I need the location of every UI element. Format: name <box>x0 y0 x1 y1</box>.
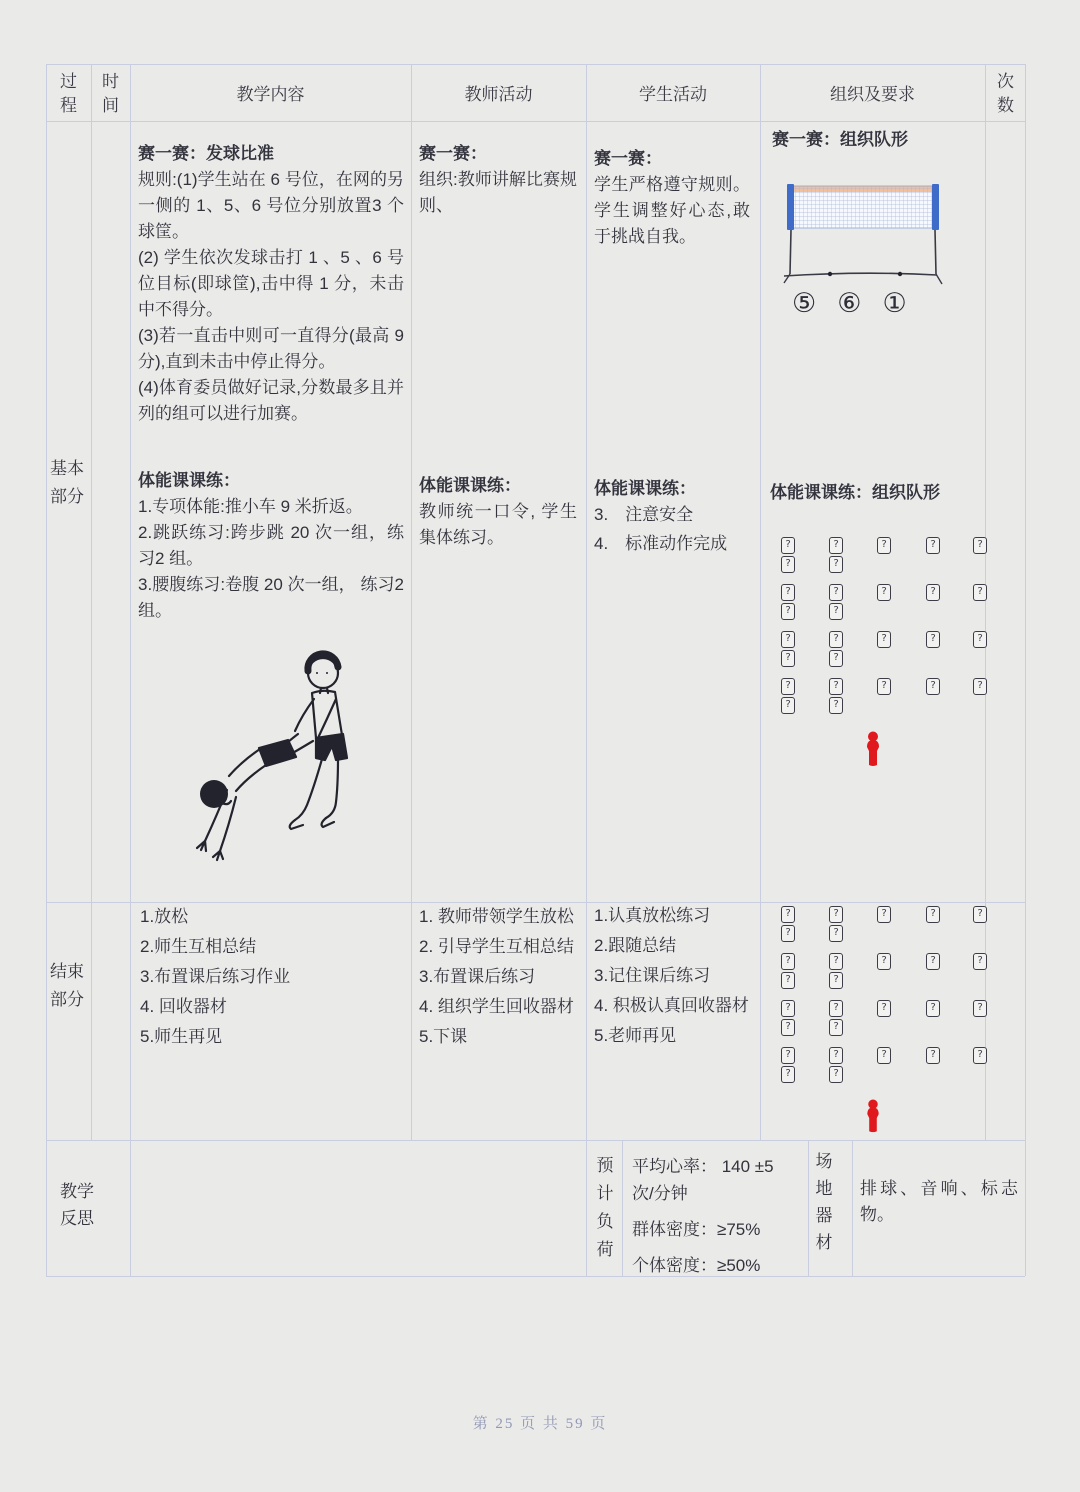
table-border <box>46 1276 1025 1277</box>
table-border <box>46 121 1025 122</box>
column-header-teacher: 教师活动 <box>464 85 533 104</box>
student-placeholder-box: ? <box>781 631 795 648</box>
student-placeholder-box: ? <box>829 972 843 989</box>
student-placeholder-box: ? <box>877 537 891 554</box>
org-game-title: 赛一赛：组织队形 <box>772 130 908 149</box>
student-placeholder-box: ? <box>829 1000 843 1017</box>
teacher-marker-red-figure <box>864 1099 882 1135</box>
table-border <box>411 64 412 1140</box>
table-border <box>46 1140 1025 1141</box>
table-border <box>808 1140 809 1276</box>
list-item: 2.跟随总结 <box>594 936 677 955</box>
student-placeholder-box: ? <box>973 906 987 923</box>
list-item: 1.专项体能:推小车 9 米折返。 <box>138 497 363 516</box>
student-placeholder-box: ? <box>781 697 795 714</box>
game-rules <box>138 167 404 427</box>
ending-content-items <box>140 904 404 1054</box>
student-placeholder-box: ? <box>781 603 795 620</box>
list-item: 5.师生再见 <box>140 1027 223 1046</box>
student-placeholder-box: ? <box>829 603 843 620</box>
student-placeholder-box: ? <box>877 678 891 695</box>
table-border <box>622 1140 623 1276</box>
student-placeholder-box: ? <box>829 1066 843 1083</box>
student-placeholder-box: ? <box>973 537 987 554</box>
student-placeholder-box: ? <box>926 906 940 923</box>
student-placeholder-box: ? <box>926 537 940 554</box>
student-placeholder-box: ? <box>781 925 795 942</box>
student-placeholder-box: ? <box>829 584 843 601</box>
list-item: 3.记住课后练习 <box>594 966 711 985</box>
column-header-count: 次数 <box>997 72 1014 115</box>
list-item: 2.师生互相总结 <box>140 937 257 956</box>
ending-teacher-items <box>419 904 579 1054</box>
list-item: (3)若一直击中则可一直得分(最高 9 分),直到未击中停止得分。 <box>138 326 404 371</box>
student-placeholder-box: ? <box>973 678 987 695</box>
teacher-game-title: 赛一赛： <box>419 144 487 163</box>
student-placeholder-box: ? <box>973 1047 987 1064</box>
student-game-text: 学生严格遵守规则。学生调整好心态,敢于挑战自我。 <box>594 175 750 246</box>
column-header-process: 过程 <box>60 72 77 115</box>
column-header-time: 时间 <box>102 72 119 115</box>
list-item: 1. 教师带领学生放松 <box>419 907 574 926</box>
student-placeholder-box: ? <box>926 584 940 601</box>
student-placeholder-box: ? <box>877 631 891 648</box>
table-border <box>1025 64 1026 1276</box>
student-placeholder-box: ? <box>829 1047 843 1064</box>
table-border <box>46 64 1025 65</box>
student-placeholder-box: ? <box>781 972 795 989</box>
student-placeholder-box: ? <box>973 1000 987 1017</box>
section-label-ending: 结束部分 <box>50 962 84 1009</box>
student-placeholder-box: ? <box>781 1000 795 1017</box>
student-placeholder-box: ? <box>781 906 795 923</box>
student-placeholder-box: ? <box>829 906 843 923</box>
student-placeholder-box: ? <box>781 1019 795 1036</box>
student-placeholder-box: ? <box>829 556 843 573</box>
student-placeholder-box: ? <box>926 631 940 648</box>
student-placeholder-box: ? <box>877 906 891 923</box>
list-item: 3. 注意安全 <box>594 505 694 524</box>
table-border <box>760 64 761 1140</box>
org-fitness-title: 体能课课练：组织队形 <box>770 483 940 502</box>
list-item: 3.腰腹练习:卷腹 20 次一组， 练习2 组。 <box>138 575 404 620</box>
list-item: 4. 积极认真回收器材 <box>594 996 749 1015</box>
equipment-text: 排球、音响、标志物。 <box>860 1179 1018 1224</box>
table-border <box>46 64 47 1276</box>
teacher-game-text: 组织:教师讲解比赛规则、 <box>419 170 577 215</box>
list-item: 2.跳跃练习:跨步跳 20 次一组，练习2 组。 <box>138 523 404 568</box>
wheelbarrow-exercise-illustration <box>175 645 375 885</box>
student-placeholder-box: ? <box>877 584 891 601</box>
list-item: (2) 学生依次发球击打 1 、5 、6 号位目标(即球筐),击中得 1 分，未击中不得分。 <box>138 248 404 319</box>
column-header-student: 学生活动 <box>639 85 707 104</box>
fitness-title: 体能课课练： <box>138 471 240 490</box>
student-placeholder-box: ? <box>829 697 843 714</box>
student-placeholder-box: ? <box>877 953 891 970</box>
student-game-title: 赛一赛： <box>594 149 662 168</box>
list-item: 规则:(1)学生站在 6 号位，在网的另一侧的 1、5、6 号位分别放置3 个球筐。 <box>138 170 404 241</box>
list-item: 1.放松 <box>140 907 189 926</box>
ending-student-items <box>594 903 756 1053</box>
teacher-marker-red-figure <box>864 731 882 769</box>
table-border <box>91 64 92 1140</box>
list-item: 5.老师再见 <box>594 1026 677 1045</box>
volleyball-net-illustration <box>783 184 943 286</box>
list-item: 3.布置课后练习 <box>419 967 536 986</box>
list-item: 4. 标准动作完成 <box>594 534 728 553</box>
student-placeholder-box: ? <box>781 953 795 970</box>
student-placeholder-box: ? <box>973 631 987 648</box>
student-placeholder-box: ? <box>829 953 843 970</box>
teacher-fitness-text: 教师统一口令, 学生集体练习。 <box>419 502 577 547</box>
student-placeholder-box: ? <box>829 631 843 648</box>
student-fitness-title: 体能课课练： <box>594 479 696 498</box>
list-item: 3.布置课后练习作业 <box>140 967 291 986</box>
table-border <box>46 902 1025 903</box>
teacher-fitness-title: 体能课课练： <box>419 476 521 495</box>
table-border <box>586 64 587 1276</box>
student-placeholder-box: ? <box>829 537 843 554</box>
student-placeholder-box: ? <box>829 1019 843 1036</box>
column-header-organization: 组织及要求 <box>830 85 915 104</box>
student-placeholder-box: ? <box>781 1066 795 1083</box>
formation-grid-basic <box>781 537 987 727</box>
game-title: 赛一赛：发球比准 <box>138 144 274 163</box>
column-header-content: 教学内容 <box>236 85 305 104</box>
list-item: ① <box>882 288 907 318</box>
fitness-items <box>138 494 404 624</box>
student-placeholder-box: ? <box>973 584 987 601</box>
list-item: ⑤ <box>792 288 817 318</box>
student-placeholder-box: ? <box>781 584 795 601</box>
individual-density: 个体密度：≥50% <box>632 1256 761 1275</box>
list-item: 5.下课 <box>419 1027 468 1046</box>
student-placeholder-box: ? <box>781 1047 795 1064</box>
student-fitness-items <box>594 502 754 557</box>
student-placeholder-box: ? <box>829 650 843 667</box>
student-placeholder-box: ? <box>781 650 795 667</box>
student-placeholder-box: ? <box>877 1047 891 1064</box>
list-item: 2. 引导学生互相总结 <box>419 937 574 956</box>
avg-heart-rate: 平均心率： 140 ±5 次/分钟 <box>632 1157 774 1203</box>
student-placeholder-box: ? <box>926 1047 940 1064</box>
equipment-label: 场地器材 <box>815 1152 833 1252</box>
reflection-label: 教学反思 <box>60 1182 94 1228</box>
student-placeholder-box: ? <box>973 953 987 970</box>
list-item: 4. 组织学生回收器材 <box>419 997 574 1016</box>
table-border <box>130 64 131 1276</box>
expected-load-label: 预计负荷 <box>596 1156 614 1259</box>
list-item: (4)体育委员做好记录,分数最多且并列的组可以进行加赛。 <box>138 378 404 423</box>
student-placeholder-box: ? <box>781 537 795 554</box>
student-placeholder-box: ? <box>829 925 843 942</box>
table-border <box>852 1140 853 1276</box>
list-item: 1.认真放松练习 <box>594 906 711 925</box>
formation-grid-ending <box>781 906 987 1096</box>
student-placeholder-box: ? <box>781 556 795 573</box>
student-placeholder-box: ? <box>829 678 843 695</box>
student-placeholder-box: ? <box>877 1000 891 1017</box>
student-placeholder-box: ? <box>926 953 940 970</box>
page-number: 第 25 页 共 59 页 <box>472 1416 608 1432</box>
list-item: ⑥ <box>837 288 862 318</box>
student-placeholder-box: ? <box>926 678 940 695</box>
section-label-basic: 基本部分 <box>50 459 84 506</box>
student-placeholder-box: ? <box>781 678 795 695</box>
list-item: 4. 回收器材 <box>140 997 227 1016</box>
student-placeholder-box: ? <box>926 1000 940 1017</box>
position-numbers <box>792 288 907 319</box>
group-density: 群体密度：≥75% <box>632 1220 761 1239</box>
